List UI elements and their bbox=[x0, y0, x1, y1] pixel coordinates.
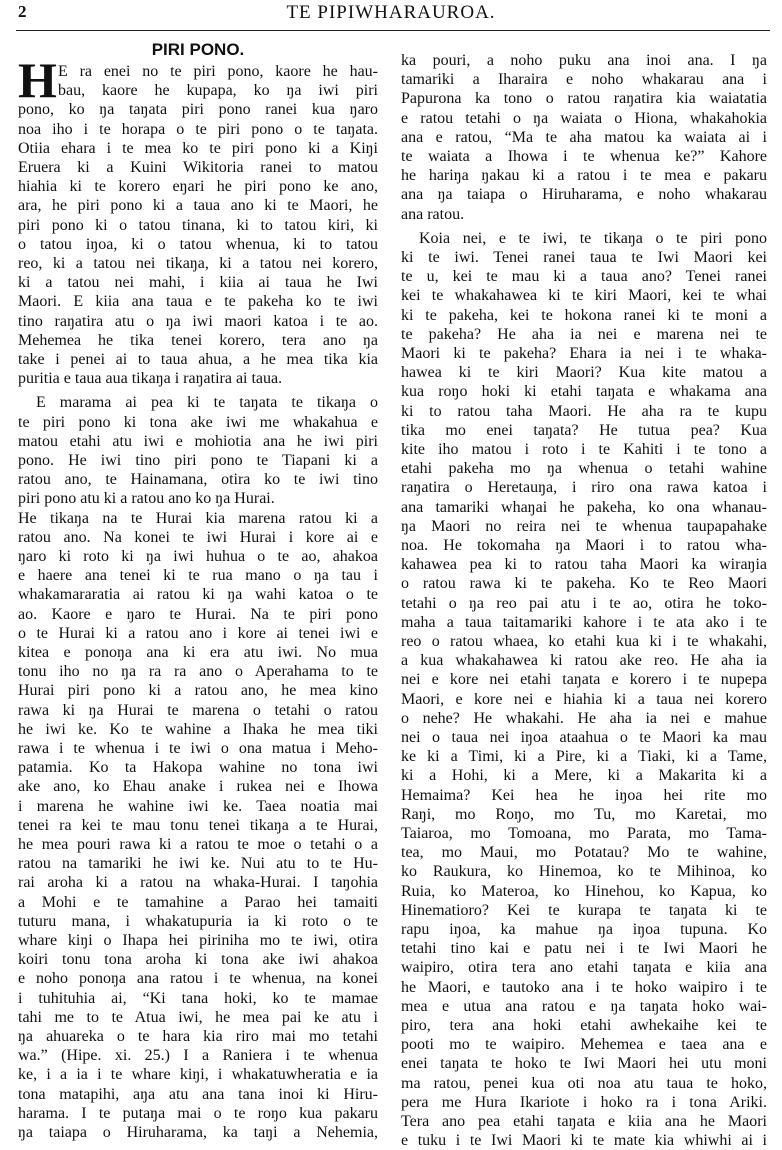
text-line: Hemaima? Kei hea he iŋoa hei rite mo bbox=[401, 786, 767, 804]
text-line: kua roŋo hoki ki etahi taŋata e whakama ana bbox=[401, 383, 767, 401]
text-line: take i penei ai to taua ahua, a he mea tika kia bbox=[18, 351, 378, 368]
text-line: nei o taua nei iŋoa ataahua o te Maori ka mau bbox=[401, 729, 767, 746]
text-line: tino raŋatira atu o ŋa iwi maori katoa i te ao. bbox=[18, 312, 378, 330]
text-line: o nehe? He whakahi. He aha ia nei e mahue bbox=[401, 709, 767, 727]
text-line: he Maori, e tautoko ana i te hoko waipiro i te bbox=[401, 978, 767, 996]
text-line: rapu iŋoa, ka mahue ŋa iŋoa tupuna. Ko bbox=[401, 921, 767, 938]
header-rule bbox=[16, 30, 770, 31]
text-line: a Mohi e te tamahine a Parao hei tamaiti bbox=[18, 893, 378, 911]
text-line: ana e ratou, “Ma te aha matou ka waiata ai i bbox=[401, 128, 767, 146]
text-line: e haere ana tenei ki te rua mano o ŋa tau i bbox=[18, 567, 378, 585]
text-line: Hurai piri pono ki a ratou ano, he mea kino bbox=[18, 682, 378, 700]
text-line: he mea pouri rawa ki a ratou te moe o tetahi o a bbox=[18, 836, 378, 853]
text-line: Maori. E kiia ana taua e te pakeha ko te iwi bbox=[18, 293, 378, 311]
text-line: tahi me to te Atua iwi, he mea pai ke atu i bbox=[18, 1008, 378, 1026]
text-line: ma ratou, penei kua oti noa atu taua te hoko, bbox=[401, 1074, 767, 1092]
text-line: i marena he wahine iwi ke. Taea noatia mai bbox=[18, 797, 378, 815]
text-line: kei te whakahawea ki te kiri Maori, kei te whai bbox=[401, 287, 767, 305]
text-line: mea e utua ana ratou e ŋa taŋata hoko wai- bbox=[401, 997, 767, 1015]
text-line: rawa ki ŋa Hurai te marena o tetahi o ratou bbox=[18, 701, 378, 719]
text-line: wa.” (Hipe. xi. 25.) I a Raniera i te whenua bbox=[18, 1047, 378, 1065]
text-line: i tuhituhia ai, “Ki tana hoki, ko te mamae bbox=[18, 989, 378, 1007]
text-line: ŋa taiapa o Hiruharama, ka taŋi a Nehemia, bbox=[18, 1124, 378, 1141]
text-line: ko Raukura, ko Hinemoa, ko te Mihinoa, ko bbox=[401, 863, 767, 881]
text-line: o te Hurai ki a ratou ano i kore ai tenei iwi e bbox=[18, 624, 378, 642]
text-line: o ratou rawa ki te pakeha. Ko te Reo Maori bbox=[401, 575, 767, 593]
text-line: ake ano, ko Ehau anake i rukea nei e Ihowa bbox=[18, 778, 378, 796]
text-line: bau, kaore he kupapa, ko ŋa iwi piri bbox=[58, 82, 378, 100]
text-line: ki te pakeha, kei te hokona ranei ki te moni a bbox=[401, 306, 767, 324]
text-line: raŋatira o Heretauŋa, i riro ona rawa katoa i bbox=[401, 479, 767, 497]
text-line: ki te iwi. Tenei ranei taua te Iwi Maori kei bbox=[401, 249, 767, 266]
text-line: tamariki a Iharaira e noho whakarau ana i bbox=[401, 71, 767, 89]
text-line: ka pouri, a noho puku ana inoi ana. I ŋa bbox=[401, 52, 767, 69]
text-line: ratou na tamariki he iwi ke. Nui atu to te Hu- bbox=[18, 855, 378, 873]
text-line: whakamararatia ai ratou ki ŋa wahi katoa o te bbox=[18, 586, 378, 604]
text-line: Ruia, ko Materoa, ko Hinehou, ko Kapua, ko bbox=[401, 882, 767, 900]
text-line: kahawea pea ki to ratou taha Maori ka wiraŋia bbox=[401, 556, 767, 574]
newspaper-title: TE PIPIWHARAUROA. bbox=[286, 2, 496, 23]
text-line: Papurona ka tono o ratou raŋatira kia waiatatia bbox=[401, 90, 767, 108]
text-line: reo, ki a tatou nei tikaŋa, ki a tatou nei korero, bbox=[18, 255, 378, 272]
text-line: ŋa ahuareka o te hara kia riro mai mo tetahi bbox=[18, 1028, 378, 1045]
text-line: te pakeha? He aha ia nei e marena nei te bbox=[401, 325, 767, 343]
text-line: a kua whakahawea ki ratou ake reo. He aha ia bbox=[401, 652, 767, 670]
text-line: tika mo enei taŋata? He tutua pea? Kua bbox=[401, 421, 767, 439]
text-line: rai aroha ki a ratou na whaka-Hurai. I taŋohia bbox=[18, 874, 378, 892]
text-line: noa iho i te horapa o te piri pono o te taŋata. bbox=[18, 120, 378, 138]
text-line: Maori ki te pakeha? Ehara ia nei i te whaka- bbox=[401, 345, 767, 362]
text-line: pono. He iwi tino piri pono te Tiapani ki a bbox=[18, 452, 378, 469]
text-line: ana ŋa taiapa o Hiruharama, e noho whakarau bbox=[401, 186, 767, 204]
text-line: Hinematioro? Kei te kurapa te taŋata ki te bbox=[401, 901, 767, 919]
text-line: tuturu mana, i whakatupuria ia ki roto o te bbox=[18, 912, 378, 930]
text-line: pooti mo te waipiro. Mehemea e taea ana e bbox=[401, 1036, 767, 1054]
text-line: ke ki a Timi, ki a Pire, ki a Tiaki, ki a Tame, bbox=[401, 748, 767, 766]
text-line: te waiata a Ihowa i te whenua ke?” Kahore bbox=[401, 148, 767, 165]
text-line: ara, he piri pono ki a taua ano ki te Maori, he bbox=[18, 197, 378, 215]
text-line: waipiro, otira tera ano etahi taŋata e kiia ana bbox=[401, 959, 767, 977]
text-line: ki a tatou nei mahi, i kiia ai taua he Iwi bbox=[18, 274, 378, 292]
text-line: hawea ki te kiri Maori? Kua kite matou a bbox=[401, 364, 767, 382]
text-line: te piri pono ki tona ake iwi me whakahua e bbox=[18, 413, 378, 431]
text-line: E marama ai pea ki te taŋata te tikaŋa o bbox=[36, 394, 378, 412]
text-line: e tuku i te Iwi Maori ki te mate kia whiwhi ai i bbox=[401, 1132, 767, 1150]
text-line: pono, ko ŋa taŋata piri pono ranei kua ŋaro bbox=[18, 101, 378, 119]
text-line: he hariŋa ŋakau ki a ratou i te mea e pakaru bbox=[401, 167, 767, 185]
text-line: E ra enei no te piri pono, kaore he hau- bbox=[58, 63, 378, 80]
text-line: koiri tonu tona aroha ki tona ake iwi ahakoa bbox=[18, 951, 378, 969]
text-line: kite iho matou i roto i te Kahiti i te tono a bbox=[401, 441, 767, 458]
text-line: ŋaro ki roto ki ŋa iwi huhua o te ao, ahakoa bbox=[18, 548, 378, 565]
text-line: Raŋi, mo Roŋo, mo Tu, mo Karetai, mo bbox=[401, 805, 767, 823]
text-line: ratou ano. Na konei te iwi Hurai i kore ai e bbox=[18, 528, 378, 546]
text-line: reo o ratou whaea, ko etahi kua ki i te whakahi, bbox=[401, 633, 767, 650]
text-line: ana ratou. bbox=[401, 205, 465, 223]
text-line: nei e kore nei etahi taŋata e korero i te nupepa bbox=[401, 671, 767, 689]
text-line: tenei ra kei te mau tonu tenei tikaŋa a te Hurai, bbox=[18, 816, 378, 834]
text-line: rawa i te whenua i te iwi o ona matua i Meho- bbox=[18, 740, 378, 757]
text-line: e ratou tetahi o ŋa waiata o Hiona, whakahokia bbox=[401, 109, 767, 127]
text-line: matou etahi atu iwi e mohiotia ana he iwi piri bbox=[18, 432, 378, 450]
text-line: Otiia ehara i te mea ko te piri pono ki a Kiŋi bbox=[18, 139, 378, 157]
text-line: Taiaroa, mo Tomoana, mo Parata, mo Tama- bbox=[401, 825, 767, 842]
text-line: ana tamariki whaŋai he pakeha, ko ona whanau- bbox=[401, 498, 767, 516]
text-line: ŋa Maori no reira nei te whenua taupapahake bbox=[401, 517, 767, 535]
text-line: Tera ano pea etahi taŋata e kiia ana he Maori bbox=[401, 1113, 767, 1130]
text-line: noa. He tokomaha ŋa Maori i to ratou wha- bbox=[401, 537, 767, 554]
text-line: Maori, e kore nei e hiahia ki a taua nei korero bbox=[401, 690, 767, 708]
text-line: pera me Hura Ikariote i hoko ra i tona Ariki. bbox=[401, 1093, 767, 1111]
text-line: ki a Hohi, ki a Mere, ki a Makarita ki a bbox=[401, 767, 767, 785]
text-line: piri pono ki o tatou tinana, ki to tatou kiri, ki bbox=[18, 216, 378, 234]
text-line: maha a taua taitamariki kahore i te ata ako i te bbox=[401, 613, 767, 631]
text-line: Eruera ki a Kuini Wikitoria ranei to matou bbox=[18, 159, 378, 176]
text-line: tea, mo Maui, mo Potatau? Mo te wahine, bbox=[401, 844, 767, 862]
drop-cap: H bbox=[18, 52, 57, 108]
text-line: o tatou iŋoa, ki o tatou whenua, ki to tatou bbox=[18, 235, 378, 253]
text-line: harama. I te putaŋa mai o te roŋo kua pakaru bbox=[18, 1104, 378, 1122]
text-line: tetahi o ŋa reo pai atu i te ao, otira he toko- bbox=[401, 594, 767, 612]
text-line: te u, kei te mau ki a taua ano? Tenei ranei bbox=[401, 268, 767, 286]
page-number: 2 bbox=[18, 2, 27, 21]
text-line: kitea e ponoŋa ana ki era atu iwi. No mua bbox=[18, 644, 378, 661]
text-line: Koia nei, e te iwi, te tikaŋa o te piri pono bbox=[419, 229, 767, 247]
text-line: piri pono atu ki a ratou ano ko ŋa Hurai. bbox=[18, 490, 275, 508]
text-line: ao. Kaore e ŋaro te Hurai. Na te piri pono bbox=[18, 605, 378, 623]
text-line: tona matapihi, aŋa atu ana tana inoi ki Hiru- bbox=[18, 1085, 378, 1103]
article-heading: PIRI PONO. bbox=[151, 40, 245, 59]
text-line: whare kiŋi o Ihapa hei piriniha mo te iwi, otira bbox=[18, 932, 378, 949]
text-line: ratou ano, te Hainamana, otira ko te iwi tino bbox=[18, 471, 378, 489]
text-line: ki to ratou taha Maori. He aha ra te kupu bbox=[401, 402, 767, 420]
text-line: Mehemea he tika tenei korero, tera ano ŋa bbox=[18, 331, 378, 349]
text-line: puritia e taua aua tikaŋa i raŋatira ai taua. bbox=[18, 370, 283, 388]
text-line: He tikaŋa na te Hurai kia marena ratou ki a bbox=[18, 509, 378, 527]
text-line: e noho ponoŋa ana ratou i te whenua, na konei bbox=[18, 970, 378, 988]
text-line: piro, tera ana hoki etahi awhekaihe kei te bbox=[401, 1017, 767, 1034]
text-line: enei taŋata te hoko te Iwi Maori hei utu moni bbox=[401, 1055, 767, 1073]
text-line: patamia. Ko ta Hakopa wahine no tona iwi bbox=[18, 759, 378, 777]
text-line: ke, i a ia i te whare kiŋi, i whakatuwheratia e ia bbox=[18, 1066, 378, 1084]
text-line: he iwi ke. Ko te wahine a Ihaka he mea tiki bbox=[18, 720, 378, 738]
text-line: etahi pakeha mo ŋa whenua o tetahi wahine bbox=[401, 460, 767, 478]
text-line: tetahi tino kai e patu nei i te Iwi Maori he bbox=[401, 940, 767, 958]
text-line: tonu iho no ŋa ra ra ano o Aperahama to te bbox=[18, 663, 378, 681]
text-line: hiahia ki te korero eŋari he piri pono ke ano, bbox=[18, 178, 378, 196]
